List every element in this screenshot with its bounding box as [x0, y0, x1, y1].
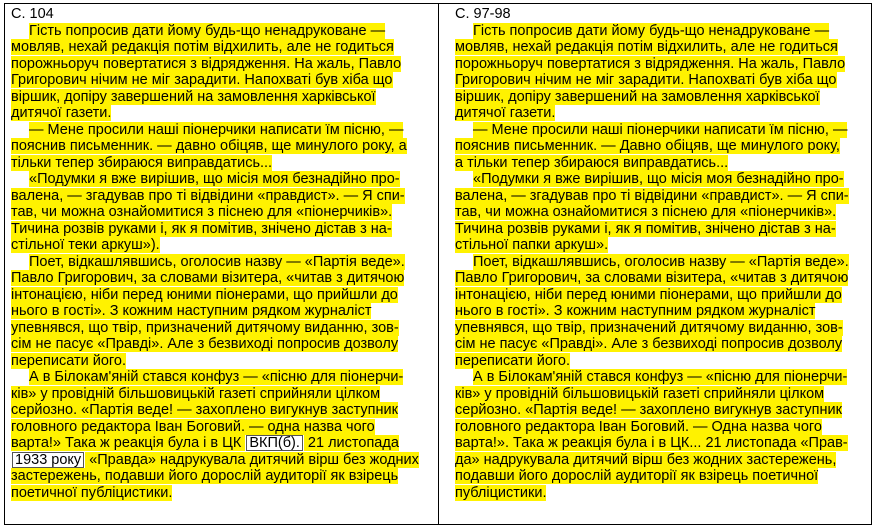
text-line: [455, 187, 849, 205]
text-line: [455, 236, 608, 254]
text-line: [11, 451, 419, 469]
highlighted-text: а тільки тепер збираюся виправдатись...: [455, 154, 729, 171]
text-line: [455, 154, 728, 172]
text-line: [11, 88, 376, 106]
highlighted-text: стільної папки аркуш».: [455, 237, 609, 253]
text-line: [455, 302, 815, 320]
text-line: [455, 104, 555, 122]
highlighted-text: мовляв, нехай редакція потім відхилить, але не годиться: [455, 39, 838, 55]
highlighted-text: «Подумки я вже вирішив, що місія моя безнадійно про-: [473, 171, 844, 187]
text-line: [11, 38, 394, 56]
highlighted-text: ків» у провідній більшовицькій газеті сприйняли цілком: [11, 385, 381, 402]
column-divider: [438, 4, 439, 524]
highlighted-text: інтонацією, ніби перед юними піонерами, що прийшли до: [455, 286, 842, 303]
text-line: [29, 368, 403, 386]
text-line: [473, 121, 847, 139]
highlighted-text: 21 листопада: [303, 435, 399, 451]
highlighted-text: дитячої газети.: [455, 105, 556, 121]
highlighted-text: тав, чи можна ознайомитися з піснею для «піонерчиків».: [455, 204, 837, 220]
highlighted-text: валена, — згадував про ті відвідини «правдист». — Я спи-: [11, 187, 405, 204]
highlighted-text: застережень, подавши його дорослій аудиторії як взірець: [11, 468, 399, 484]
highlighted-text: пояснив письменник. — Давно обіцяв, ще минулого року,: [455, 138, 840, 154]
text-line: [11, 203, 392, 221]
text-line: [455, 401, 842, 419]
highlighted-text: варта!» Така ж реакція була і в ЦК: [11, 435, 246, 451]
highlighted-text: віршик, допіру завершений на замовлення харківської: [11, 88, 376, 105]
text-line: [455, 38, 838, 56]
highlighted-text: — Мене просили наші піонерчики написати їм пісню, —: [29, 121, 404, 138]
highlighted-text: Григорович нічим не міг зарадити. Напохваті був хіба що: [455, 72, 837, 88]
highlighted-text: Григорович нічим не міг зарадити. Напохваті був хіба що: [11, 72, 393, 88]
highlighted-text: серйозно. «Партія веде! — захоплено вигукнув заступник: [455, 402, 842, 418]
text-line: [455, 434, 848, 452]
highlighted-text: да» надрукувала дитячий вірш без жодних застережень,: [455, 451, 837, 468]
text-line: [11, 434, 399, 452]
highlighted-text: нього в гості». З кожним наступним рядком журналіст: [11, 303, 372, 319]
text-line: [11, 302, 371, 320]
highlighted-text: Гість попросив дати йому будь-що ненадруковане —: [473, 22, 830, 39]
text-line: [29, 121, 403, 139]
text-line: [11, 220, 392, 238]
highlighted-text: переписати його.: [455, 352, 570, 369]
text-line: [11, 104, 111, 122]
highlighted-text: публіцистики.: [455, 484, 547, 501]
highlighted-text: головного редактора Іван Боговий. — Одна назва чого: [455, 418, 822, 435]
highlighted-text: А в Білокам'яній стався конфуз — «пісню для піонерчи-: [29, 369, 404, 385]
text-line: [455, 385, 824, 403]
page-reference: С. 104: [11, 6, 54, 22]
highlighted-text: Павло Григорович, за словами візитера, «читав з дитячою: [455, 270, 849, 286]
highlighted-text: Тичина розвів руками і, як я помітив, знічено дістав з на-: [11, 220, 392, 237]
text-line: [11, 467, 398, 485]
text-line: [473, 368, 847, 386]
highlighted-text: Тичина розвів руками і, як я помітив, знічено дістав з на-: [455, 220, 836, 237]
highlighted-text: порожньоруч повертатися з відрядження. На жаль, Павло: [11, 55, 402, 72]
text-line: [11, 484, 172, 502]
text-line: [11, 154, 272, 172]
text-line: [455, 137, 840, 155]
text-line: [11, 71, 393, 89]
text-line: [455, 418, 822, 436]
highlighted-text: валена, — згадував про ті відвідини «правдист». — Я спи-: [455, 187, 849, 204]
text-line: [455, 335, 842, 353]
text-line: [455, 88, 820, 106]
text-line: [455, 319, 843, 337]
boxed-term: ВКП(б).: [246, 435, 303, 451]
highlighted-text: серйозно. «Партія веде! — захоплено вигукнув заступник: [11, 402, 398, 418]
highlighted-text: переписати його.: [11, 352, 126, 369]
text-line: [11, 335, 398, 353]
text-line: [11, 286, 398, 304]
highlighted-text: подавши його дорослій аудиторії як взірець поетичної: [455, 468, 819, 484]
text-line: [455, 220, 836, 238]
highlighted-text: — Мене просили наші піонерчики написати їм пісню, —: [473, 121, 848, 138]
text-line: [455, 71, 837, 89]
highlighted-text: «Правда» надрукувала дитячий вірш без жодних: [85, 451, 419, 468]
highlighted-text: сім не пасує «Правді». Але з безвиході попросив дозволу: [11, 336, 399, 352]
highlighted-text: дитячої газети.: [11, 105, 112, 121]
highlighted-text: Поет, відкашлявшись, оголосив назву — «Партія веде».: [29, 253, 405, 270]
highlighted-text: упевнявся, що твір, призначений дитячому виданню, зов-: [11, 319, 399, 336]
highlighted-text: Павло Григорович, за словами візитера, «читав з дитячою: [11, 270, 405, 286]
text-line: [11, 385, 380, 403]
highlighted-text: Поет, відкашлявшись, оголосив назву — «Партія веде».: [473, 253, 849, 270]
comparison-table: [4, 3, 872, 525]
text-line: [29, 170, 400, 188]
highlighted-text: мовляв, нехай редакція потім відхилить, але не годиться: [11, 39, 394, 55]
highlighted-text: варта!». Така ж реакція була і в ЦК... 21 листопада «Прав-: [455, 435, 848, 451]
text-line: [11, 269, 404, 287]
text-line: [11, 352, 126, 370]
text-line: [455, 55, 845, 73]
highlighted-text: інтонацією, ніби перед юними піонерами, що прийшли до: [11, 286, 398, 303]
text-line: [11, 187, 405, 205]
highlighted-text: Гість попросив дати йому будь-що ненадруковане —: [29, 22, 386, 39]
highlighted-text: головного редактора Іван Боговий. — одна назва чого: [11, 418, 375, 435]
highlighted-text: тільки тепер збираюся виправдатись...: [11, 154, 273, 171]
text-line: [455, 286, 842, 304]
highlighted-text: порожньоруч повертатися з відрядження. На жаль, Павло: [455, 55, 846, 72]
boxed-term: 1933 року: [12, 452, 84, 468]
text-line: [11, 55, 401, 73]
highlighted-text: тав, чи можна ознайомитися з піснею для «піонерчиків».: [11, 204, 393, 220]
text-line: [11, 137, 407, 155]
highlighted-text: стільної теки аркуш»).: [11, 237, 160, 253]
text-line: [11, 236, 160, 254]
text-line: [455, 269, 848, 287]
text-line: [11, 319, 399, 337]
text-line: [29, 253, 405, 271]
highlighted-text: нього в гості». З кожним наступним рядком журналіст: [455, 303, 816, 319]
text-line: [473, 253, 849, 271]
highlighted-text: пояснив письменник. — давно обіцяв, ще минулого року, а: [11, 138, 407, 154]
highlighted-text: поетичної публіцистики.: [11, 484, 173, 501]
page-reference: С. 97-98: [455, 6, 511, 22]
highlighted-text: А в Білокам'яній стався конфуз — «пісню для піонерчи-: [473, 369, 848, 385]
text-line: [455, 467, 818, 485]
highlighted-text: сім не пасує «Правді». Але з безвиході попросив дозволу: [455, 336, 843, 352]
highlighted-text: ків» у провідній більшовицькій газеті сприйняли цілком: [455, 385, 825, 402]
highlighted-text: віршик, допіру завершений на замовлення харківської: [455, 88, 820, 105]
text-line: [473, 170, 844, 188]
text-line: [11, 401, 398, 419]
highlighted-text: «Подумки я вже вирішив, що місія моя безнадійно про-: [29, 171, 400, 187]
text-line: [11, 418, 375, 436]
text-line: [455, 352, 570, 370]
text-line: [473, 22, 829, 40]
text-line: [29, 22, 385, 40]
highlighted-text: упевнявся, що твір, призначений дитячому виданню, зов-: [455, 319, 843, 336]
text-line: [455, 203, 836, 221]
text-line: [455, 484, 546, 502]
text-line: [455, 451, 836, 469]
